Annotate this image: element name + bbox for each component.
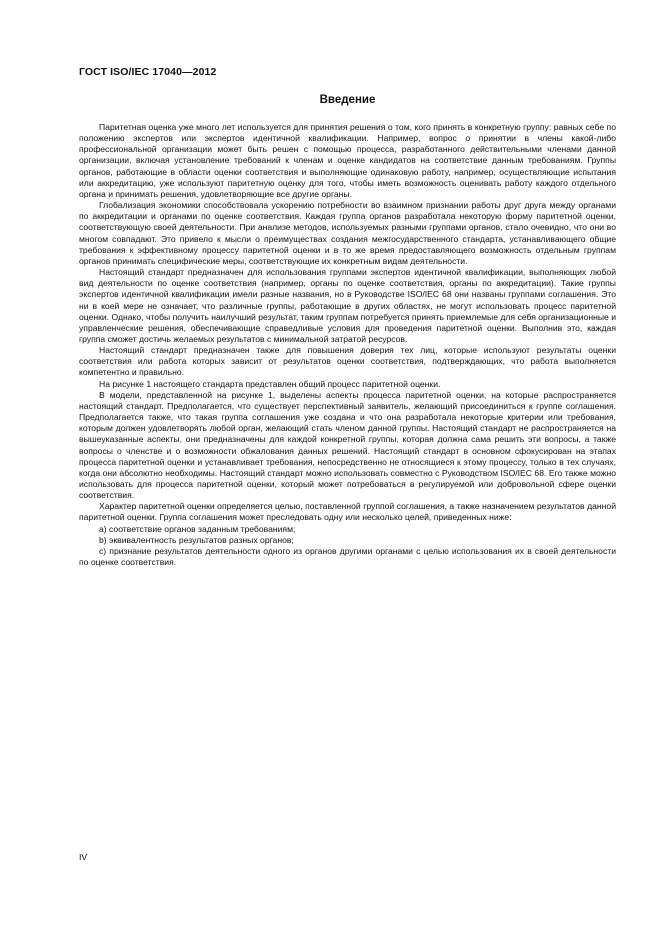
list-item: b) эквивалентность результатов разных органов;: [99, 534, 294, 545]
paragraph: Настоящий стандарт предназначен для использования группами экспертов идентичной квалификации, выполняющих любой вид деятельности по оценке соответствия (например, органы по оценке соответствия, органы по аккредитации). Такие группы экспертов идентичной квалификации имели разные названия, но в Руководстве ISO/IEC 68 они названы группами соглашения. Это ни в коей мере не означает, что различные группы, работающие в других областях, не могут использовать процесс паритетной оценки. Однако, чтобы получить наилучший результат, таким группам потребуется принять приемлемые для себя организационные и управленческие решения, обеспечивающие справедливые условия для проведения паритетной оценки. Выполнив это, каждая группа сможет достичь желаемых результатов с минимальной затратой ресурсов.: [79, 267, 616, 344]
paragraph: В модели, представленной на рисунке 1, выделены аспекты процесса паритетной оценки, на которые распространяется настоящий стандарт. Предполагается, что существует перспективный заявитель, желающий присоединиться к группе соглашения. Предполагается также, что такая группа соглашения уже создана и что она разработала некоторые критерии или требования, которым должен удовлетворять любой орган, желающий стать членом данной группы. Настоящий стандарт не распространяется на вышеуказанные аспекты, они предназначены для каждой конкретной группы, которая должна сама решить эти вопросы, а также вопросы о членстве и о возможности обжалования данных решений. Настоящий стандарт в основном сфокусирован на этапах процесса паритетной оценки и устанавливает требования, непосредственно не относящиеся к этому процессу, только в тех случаях, когда они абсолютно необходимы. Настоящий стандарт можно использовать совместно с Руководством ISO/IEC 68. Его также можно использовать для процесса паритетной оценки, который может потребоваться в регулируемой или добровольной сфере оценки соответствия.: [79, 389, 616, 501]
paragraph: Глобализация экономики способствовала ускорению потребности во взаимном признании работы друг друга между органами по аккредитации и органами по оценке соответствия. Каждая группа органов разработала некоторую форму паритетной оценки, соответствующую своей деятельности. При анализе методов, используемых разными группами органов, стало очевидно, что они во многом совпадают. Это привело к мысли о преимуществах создания межгосударственного стандарта, устанавливающего общие требования к эффективному процессу паритетной оценки и в то же время предоставляющего возможность отдельным группам органов принимать специфические меры, соответствующие их конкретным видам деятельности.: [79, 200, 616, 266]
paragraph: На рисунке 1 настоящего стандарта представлен общий процесс паритетной оценки.: [99, 378, 441, 389]
paragraph: Характер паритетной оценки определяется целью, поставленной группой соглашения, а также назначением результатов данной паритетной оценки. Группа соглашения может преследовать одну или несколько целей, приведенных ниже:: [79, 501, 616, 523]
list-item: a) соответствие органов заданным требованиям;: [99, 523, 296, 534]
paragraph: Паритетная оценка уже много лет используется для принятия решения о том, кого принять в конкретную группу: равных себе по положению экспертов или экспертов идентичной квалификации. Например, вопрос о принятии в члены какой-либо профессиональной организации может быть решен с помощью процесса, разработанного действительными членами данной организации, включая установление требований к членам и оценке кандидатов на соответствие данным требованиям. Группы органов, работающие в области оценки соответствия и выполняющие одинаковую работу, например, осуществляющие испытания или аккредитацию, уже используют паритетную оценку для того, чтобы иметь возможность оценивать работу каждого отдельного органа и принимать решения, удовлетворяющие все другие органы.: [79, 122, 616, 199]
list-item: c) признание результатов деятельности одного из органов другими органами с целью использования их в своей деятельности по оценке соответствия.: [79, 545, 616, 568]
document-header: ГОСТ ISO/IEC 17040—2012: [79, 66, 217, 78]
body-text: [79, 122, 616, 568]
paragraph: Настоящий стандарт предназначен также для повышения доверия тех лиц, которые используют результаты оценки соответствия или работа которых зависит от результатов оценки соответствия, подтверждающих, что работа выполняется компетентно и правильно.: [79, 345, 616, 378]
section-title: Введение: [319, 94, 376, 106]
page-number: IV: [79, 852, 88, 862]
